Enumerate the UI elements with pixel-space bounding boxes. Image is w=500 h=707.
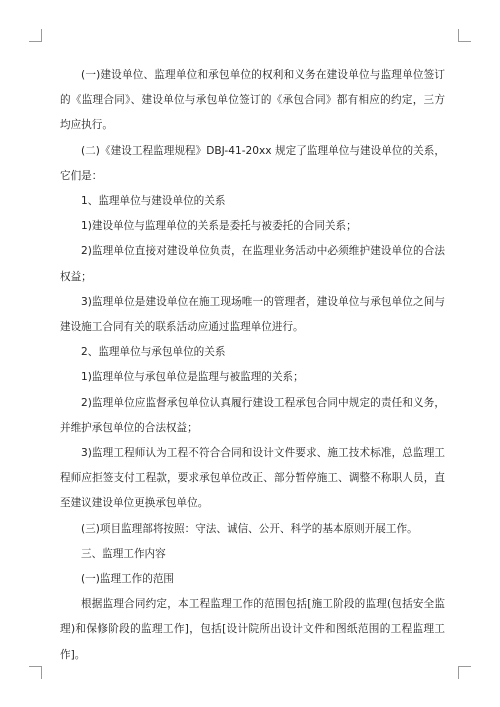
paragraph-principles: (三)项目监理部将按照：守法、诚信、公开、科学的基本原则开展工作。: [81, 522, 418, 535]
crop-mark-top-right: [458, 29, 471, 42]
list-item: 1)建设单位与监理单位的关系是委托与被委托的合同关系；: [81, 220, 357, 233]
crop-mark-top-left: [29, 29, 42, 42]
list-item: 3)监理单位是建设单位在施工现场唯一的管理者，建设单位与承包单位之间与建设施工合同有关的联系活动应通过监理单位进行。: [60, 295, 445, 334]
document-body: [60, 63, 445, 668]
crop-mark-bottom-left: [29, 666, 42, 679]
subsection-heading-work-scope: (一)监理工作的范围: [81, 573, 175, 586]
heading-supervisor-owner-relation: 1、监理单位与建设单位的关系: [81, 195, 226, 208]
list-item: 3)监理工程师认为工程不符合合同和设计文件要求、施工技术标准，总监理工程师应拒签支付工程款，要求承包单位改正、部分暂停施工、调整不称职人员，直至建议建设单位更换承包单位。: [60, 447, 445, 510]
paragraph-rights-obligations: (一)建设单位、监理单位和承包单位的权利和义务在建设单位与监理单位签订的《监理合同》、建设单位与承包单位签订的《承包合同》都有相应的约定，三方均应执行。: [60, 69, 445, 132]
heading-supervisor-contractor-relation: 2、监理单位与承包单位的关系: [81, 346, 226, 359]
list-item: 2)监理单位应监督承包单位认真履行建设工程承包合同中规定的责任和义务，并维护承包单位的合法权益；: [60, 396, 445, 434]
list-item: 1)监理单位与承包单位是监理与被监理的关系；: [81, 371, 304, 384]
section-heading-work-content: 三、监理工作内容: [81, 547, 166, 560]
list-item: 2)监理单位直接对建设单位负责，在监理业务活动中必须维护建设单位的合法权益；: [60, 245, 445, 283]
paragraph-regulation-relations: (二)《建设工程监理规程》DBJ-41-20xx 规定了监理单位与建设单位的关系，它们是：: [60, 144, 445, 182]
crop-mark-bottom-right: [458, 666, 471, 679]
paragraph-work-scope: 根据监理合同约定，本工程监理工作的范围包括[施工阶段的监理(包括安全监理)和保修阶段的监理工作]，包括[设计院所出设计文件和图纸范围的工程监理工作]。: [60, 598, 445, 661]
